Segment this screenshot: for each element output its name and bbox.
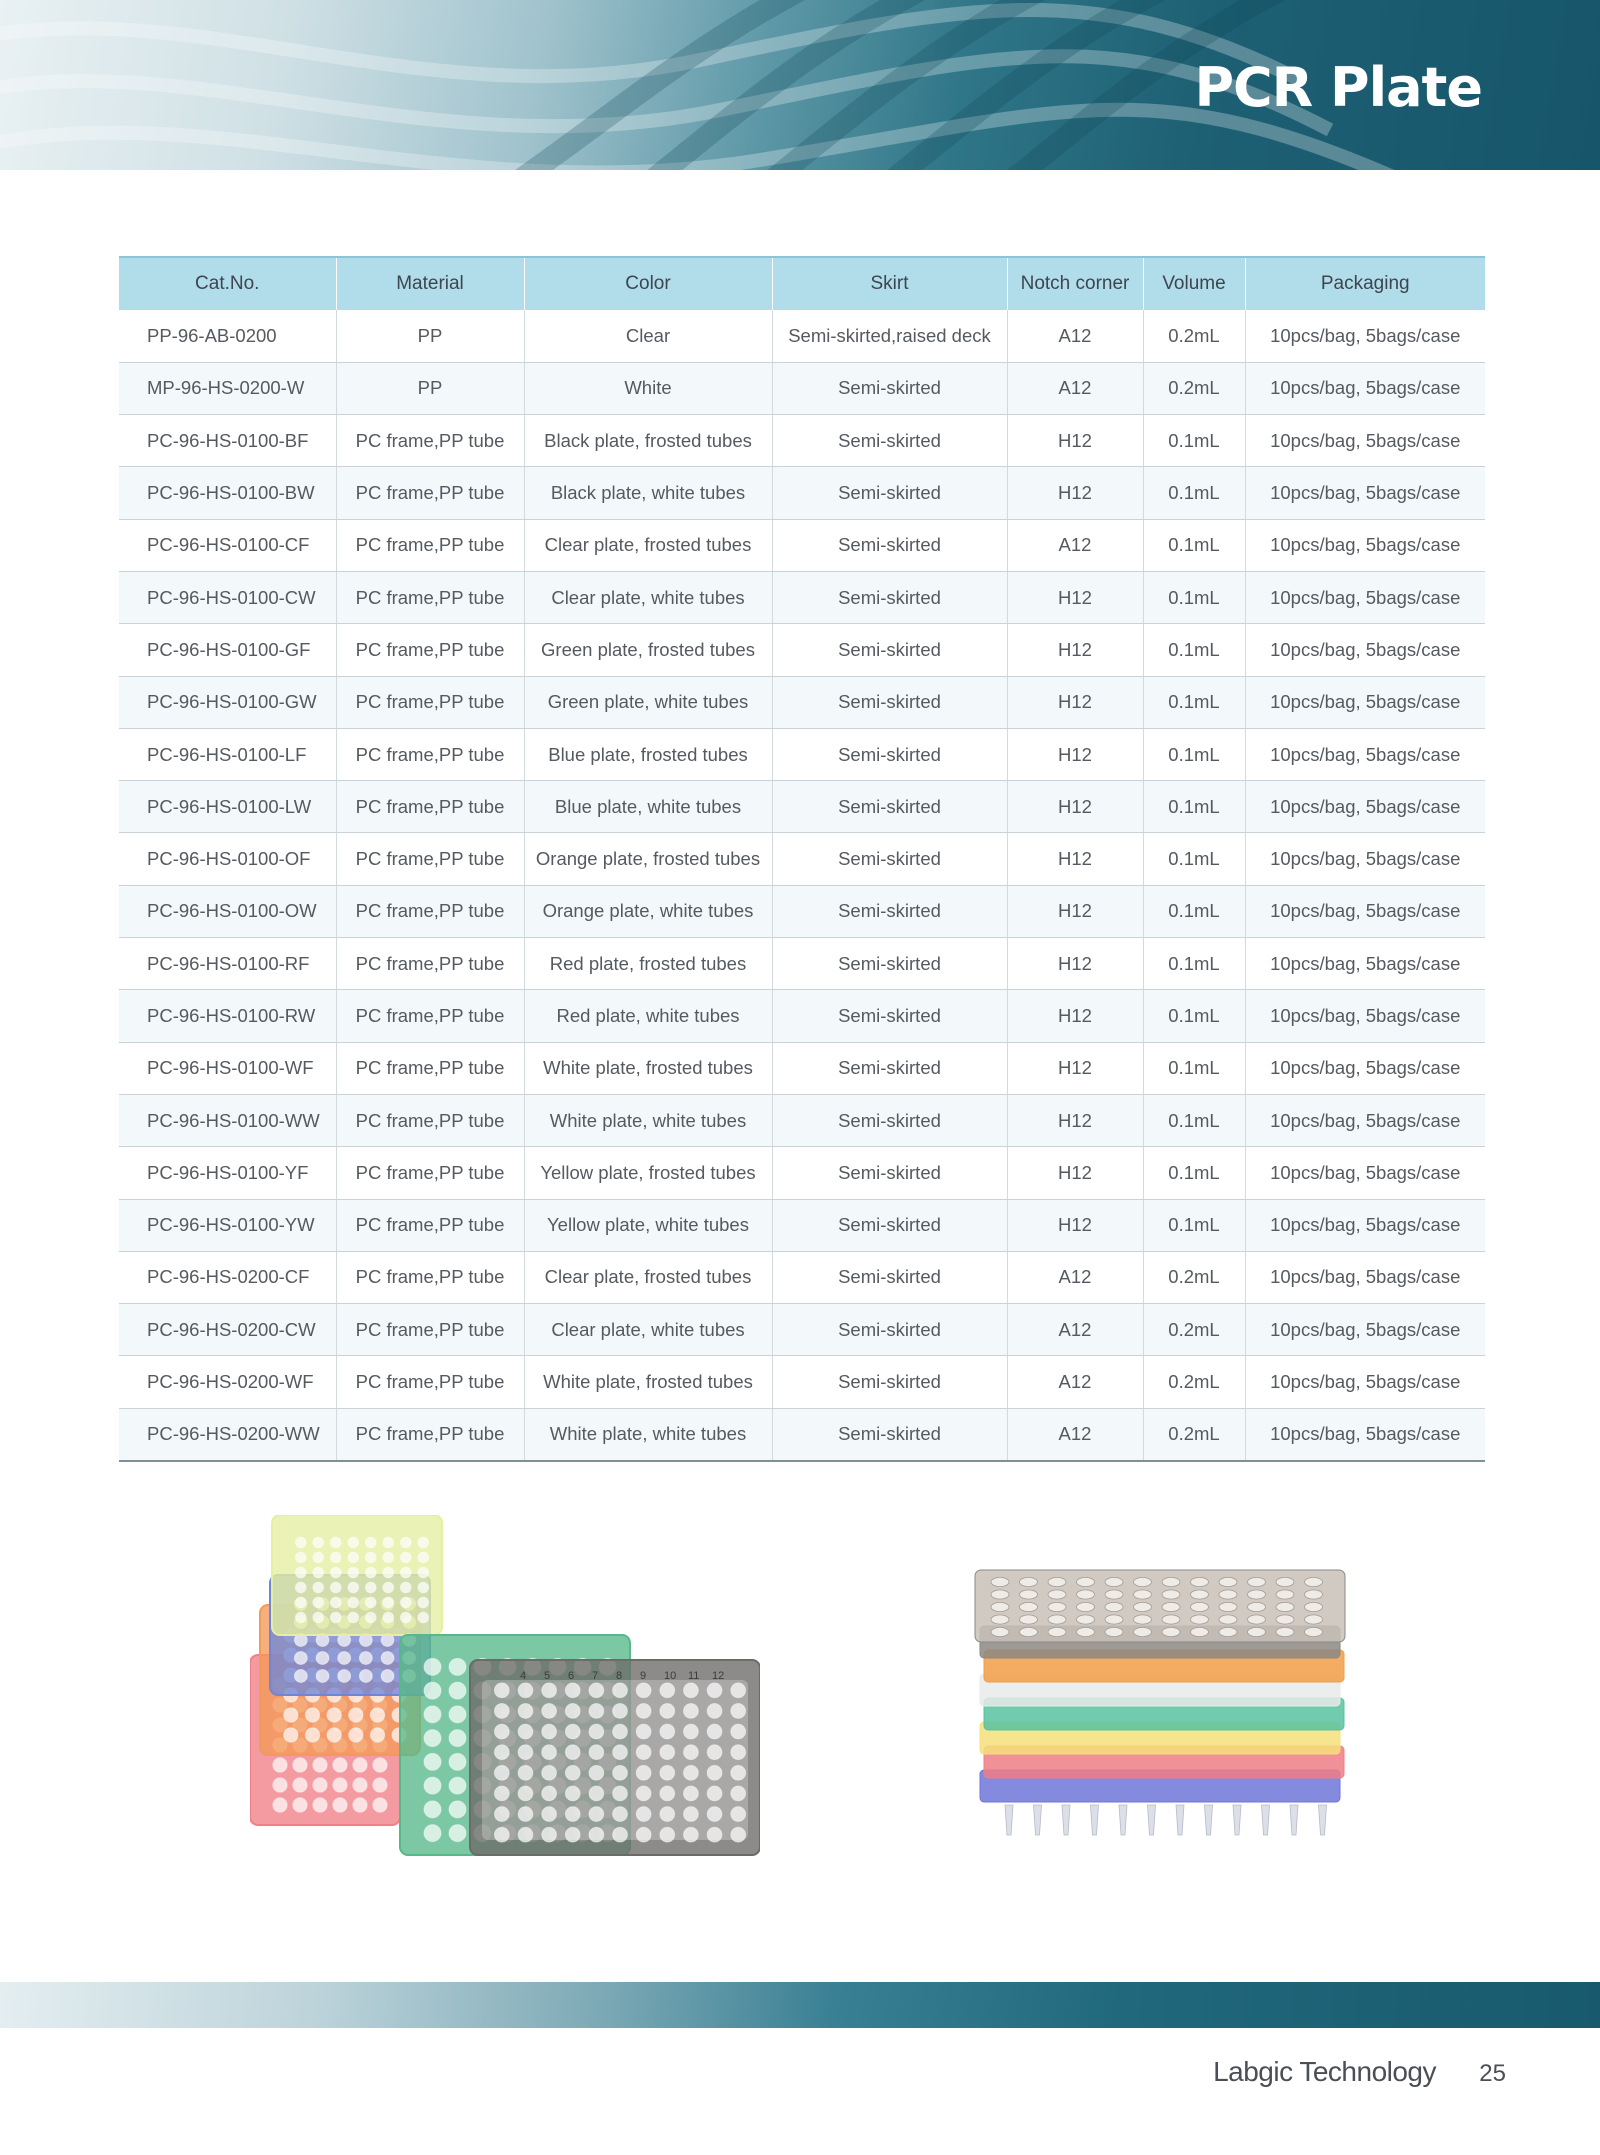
table-cell: PC frame,PP tube [336, 1251, 524, 1303]
table-cell: PC frame,PP tube [336, 676, 524, 728]
table-cell: PC frame,PP tube [336, 1094, 524, 1146]
table-cell: 0.1mL [1143, 1199, 1245, 1251]
table-cell: Yellow plate, frosted tubes [524, 1147, 772, 1199]
table-cell: 10pcs/bag, 5bags/case [1245, 1304, 1485, 1356]
table-row [119, 1408, 1485, 1460]
table-cell: H12 [1007, 728, 1143, 780]
table-cell: Semi-skirted [772, 1147, 1007, 1199]
plate-stack-photo [965, 1560, 1365, 1860]
table-cell: Clear plate, frosted tubes [524, 519, 772, 571]
table-cell: H12 [1007, 781, 1143, 833]
table-cell: 10pcs/bag, 5bags/case [1245, 990, 1485, 1042]
table-cell: Semi-skirted [772, 728, 1007, 780]
table-cell: A12 [1007, 310, 1143, 362]
table-cell: PC frame,PP tube [336, 1147, 524, 1199]
table-cell: Semi-skirted,raised deck [772, 310, 1007, 362]
table-cell: Semi-skirted [772, 1042, 1007, 1094]
table-cell: 10pcs/bag, 5bags/case [1245, 624, 1485, 676]
tube-tip [1119, 1805, 1127, 1835]
table-cell: PC-96-HS-0200-WW [119, 1408, 336, 1460]
table-cell: Clear plate, frosted tubes [524, 1251, 772, 1303]
table-cell: PC-96-HS-0100-CF [119, 519, 336, 571]
table-cell: PC-96-HS-0100-GW [119, 676, 336, 728]
column-header: Notch corner [1007, 257, 1143, 310]
table-cell: White plate, white tubes [524, 1408, 772, 1460]
table-cell: PC-96-HS-0100-CW [119, 571, 336, 623]
tube-tip [1005, 1805, 1013, 1835]
table-cell: H12 [1007, 833, 1143, 885]
table-cell: H12 [1007, 676, 1143, 728]
table-cell: 0.1mL [1143, 990, 1245, 1042]
table-cell: H12 [1007, 415, 1143, 467]
table-cell: PC-96-HS-0100-LW [119, 781, 336, 833]
table-cell: PC-96-HS-0100-WW [119, 1094, 336, 1146]
tube-tip [1290, 1805, 1298, 1835]
table-cell: 10pcs/bag, 5bags/case [1245, 885, 1485, 937]
table-cell: Semi-skirted [772, 781, 1007, 833]
table-cell: PC frame,PP tube [336, 1199, 524, 1251]
table-cell: PC frame,PP tube [336, 938, 524, 990]
table-cell: PC-96-HS-0100-YW [119, 1199, 336, 1251]
table-cell: PC-96-HS-0100-WF [119, 1042, 336, 1094]
stacked-color-pcr-plates-image [250, 1515, 760, 1860]
tube-tip [1319, 1805, 1327, 1835]
table-cell: 10pcs/bag, 5bags/case [1245, 519, 1485, 571]
table-row [119, 1147, 1485, 1199]
table-cell: 0.2mL [1143, 310, 1245, 362]
table-row [119, 362, 1485, 414]
table-cell: A12 [1007, 362, 1143, 414]
column-header: Packaging [1245, 257, 1485, 310]
table-cell: PC-96-HS-0200-CW [119, 1304, 336, 1356]
table-cell: 0.2mL [1143, 1408, 1245, 1460]
table-cell: PC frame,PP tube [336, 467, 524, 519]
table-cell: H12 [1007, 938, 1143, 990]
column-header: Volume [1143, 257, 1245, 310]
table-cell: PP [336, 310, 524, 362]
table-cell: Semi-skirted [772, 938, 1007, 990]
table-cell: Semi-skirted [772, 833, 1007, 885]
table-cell: PC-96-HS-0100-YF [119, 1147, 336, 1199]
company-name: Labgic Technology [1213, 2056, 1436, 2087]
tube-tip [1148, 1805, 1156, 1835]
table-cell: PC frame,PP tube [336, 415, 524, 467]
table-cell: Black plate, white tubes [524, 467, 772, 519]
table-cell: White plate, frosted tubes [524, 1042, 772, 1094]
table-cell: 10pcs/bag, 5bags/case [1245, 467, 1485, 519]
table-cell: Semi-skirted [772, 519, 1007, 571]
table-cell: A12 [1007, 1356, 1143, 1408]
tube-tip [1176, 1805, 1184, 1835]
table-cell: A12 [1007, 1408, 1143, 1460]
page-number: 25 [1479, 2060, 1506, 2087]
table-cell: 0.2mL [1143, 1304, 1245, 1356]
tube-tip [1262, 1805, 1270, 1835]
table-cell: 0.2mL [1143, 1356, 1245, 1408]
column-header: Skirt [772, 257, 1007, 310]
table-row [119, 1199, 1485, 1251]
table-cell: H12 [1007, 571, 1143, 623]
table-cell: 0.1mL [1143, 467, 1245, 519]
table-row [119, 519, 1485, 571]
table-cell: PP [336, 362, 524, 414]
table-cell: PC frame,PP tube [336, 519, 524, 571]
table-cell: 0.1mL [1143, 415, 1245, 467]
table-cell: MP-96-HS-0200-W [119, 362, 336, 414]
table-cell: PC-96-HS-0200-WF [119, 1356, 336, 1408]
column-header: Color [524, 257, 772, 310]
stacked-color-plates-photo [250, 1515, 760, 1860]
table-cell: 10pcs/bag, 5bags/case [1245, 1147, 1485, 1199]
table-cell: White [524, 362, 772, 414]
table-row [119, 938, 1485, 990]
page-title: PCR Plate [1194, 56, 1482, 119]
table-cell: 10pcs/bag, 5bags/case [1245, 938, 1485, 990]
table-cell: Clear plate, white tubes [524, 571, 772, 623]
table-cell: 0.1mL [1143, 1147, 1245, 1199]
table-cell: 10pcs/bag, 5bags/case [1245, 1042, 1485, 1094]
tube-tip [1205, 1805, 1213, 1835]
table-cell: 0.1mL [1143, 676, 1245, 728]
table-row [119, 1251, 1485, 1303]
table-cell: PC frame,PP tube [336, 1042, 524, 1094]
table-cell: PC-96-HS-0200-CF [119, 1251, 336, 1303]
table-cell: Semi-skirted [772, 1251, 1007, 1303]
table-header-row [119, 257, 1485, 310]
table-cell: PC frame,PP tube [336, 728, 524, 780]
table-row [119, 571, 1485, 623]
table-cell: Semi-skirted [772, 415, 1007, 467]
table-cell: 10pcs/bag, 5bags/case [1245, 676, 1485, 728]
table-cell: PC-96-HS-0100-BF [119, 415, 336, 467]
table-cell: Red plate, white tubes [524, 990, 772, 1042]
table-row [119, 990, 1485, 1042]
table-cell: 10pcs/bag, 5bags/case [1245, 1251, 1485, 1303]
table-body [119, 310, 1485, 1461]
table-cell: Blue plate, white tubes [524, 781, 772, 833]
table-cell: H12 [1007, 1042, 1143, 1094]
table-cell: H12 [1007, 1147, 1143, 1199]
table-cell: Semi-skirted [772, 467, 1007, 519]
table-cell: Yellow plate, white tubes [524, 1199, 772, 1251]
table-cell: PC frame,PP tube [336, 1356, 524, 1408]
table-cell: 0.1mL [1143, 938, 1245, 990]
table-cell: H12 [1007, 467, 1143, 519]
table-row [119, 1356, 1485, 1408]
table-cell: H12 [1007, 1199, 1143, 1251]
table-cell: PC frame,PP tube [336, 885, 524, 937]
pcr-plate-stack-image [965, 1560, 1365, 1860]
plate-column-number: 6 [568, 1670, 575, 1682]
table-cell: 0.1mL [1143, 1094, 1245, 1146]
table-cell: 0.1mL [1143, 1042, 1245, 1094]
tube-tip [1062, 1805, 1070, 1835]
table-row [119, 467, 1485, 519]
table-cell: H12 [1007, 885, 1143, 937]
table-cell: PC frame,PP tube [336, 571, 524, 623]
product-table [119, 256, 1485, 1462]
table-cell: Clear plate, white tubes [524, 1304, 772, 1356]
table-row [119, 1094, 1485, 1146]
table-cell: PC frame,PP tube [336, 1304, 524, 1356]
table-cell: Semi-skirted [772, 571, 1007, 623]
table-cell: 10pcs/bag, 5bags/case [1245, 415, 1485, 467]
table-cell: Red plate, frosted tubes [524, 938, 772, 990]
table-cell: 10pcs/bag, 5bags/case [1245, 310, 1485, 362]
table-cell: Semi-skirted [772, 676, 1007, 728]
table-cell: A12 [1007, 519, 1143, 571]
table-cell: Clear [524, 310, 772, 362]
plate-column-number: 11 [688, 1670, 700, 1682]
table-cell: Semi-skirted [772, 362, 1007, 414]
table-cell: Semi-skirted [772, 1408, 1007, 1460]
table-cell: A12 [1007, 1251, 1143, 1303]
table-cell: 0.2mL [1143, 362, 1245, 414]
plate-column-number: 10 [664, 1670, 677, 1682]
yellow-plate [272, 1515, 442, 1635]
table-cell: PC frame,PP tube [336, 624, 524, 676]
column-header: Material [336, 257, 524, 310]
table-cell: Black plate, frosted tubes [524, 415, 772, 467]
table-cell: PC-96-HS-0100-RF [119, 938, 336, 990]
plate-column-number: 8 [616, 1670, 623, 1682]
table-cell: PC-96-HS-0100-OW [119, 885, 336, 937]
table-cell: Semi-skirted [772, 1199, 1007, 1251]
column-header: Cat.No. [119, 257, 336, 310]
table-cell: 10pcs/bag, 5bags/case [1245, 781, 1485, 833]
table-cell: PC-96-HS-0100-OF [119, 833, 336, 885]
plate-column-number: 12 [712, 1670, 725, 1682]
table-cell: Semi-skirted [772, 1356, 1007, 1408]
table-row [119, 781, 1485, 833]
table-cell: H12 [1007, 624, 1143, 676]
table-row [119, 676, 1485, 728]
table-cell: Semi-skirted [772, 990, 1007, 1042]
table-row [119, 310, 1485, 362]
table-cell: A12 [1007, 1304, 1143, 1356]
product-table-container [119, 256, 1485, 1462]
table-cell: 10pcs/bag, 5bags/case [1245, 1199, 1485, 1251]
plate-column-number: 7 [592, 1670, 599, 1682]
table-cell: PC-96-HS-0100-LF [119, 728, 336, 780]
table-cell: 10pcs/bag, 5bags/case [1245, 362, 1485, 414]
table-cell: Semi-skirted [772, 624, 1007, 676]
table-cell: 10pcs/bag, 5bags/case [1245, 571, 1485, 623]
table-cell: 0.1mL [1143, 571, 1245, 623]
table-cell: 10pcs/bag, 5bags/case [1245, 1408, 1485, 1460]
table-row [119, 624, 1485, 676]
table-cell: PC frame,PP tube [336, 990, 524, 1042]
table-cell: Semi-skirted [772, 1094, 1007, 1146]
table-row [119, 1042, 1485, 1094]
table-row [119, 833, 1485, 885]
plate-column-number: 9 [640, 1670, 647, 1682]
table-cell: Green plate, frosted tubes [524, 624, 772, 676]
table-row [119, 1304, 1485, 1356]
table-cell: Green plate, white tubes [524, 676, 772, 728]
table-cell: PC frame,PP tube [336, 1408, 524, 1460]
table-cell: 10pcs/bag, 5bags/case [1245, 833, 1485, 885]
table-cell: White plate, frosted tubes [524, 1356, 772, 1408]
tube-tip [1091, 1805, 1099, 1835]
table-cell: PP-96-AB-0200 [119, 310, 336, 362]
tube-tip [1034, 1805, 1042, 1835]
table-cell: H12 [1007, 990, 1143, 1042]
footer-banner [0, 1982, 1600, 2028]
table-cell: 0.2mL [1143, 1251, 1245, 1303]
table-row [119, 885, 1485, 937]
plate-column-number: 5 [544, 1670, 551, 1682]
table-cell: 0.1mL [1143, 833, 1245, 885]
table-cell: Blue plate, frosted tubes [524, 728, 772, 780]
table-cell: PC-96-HS-0100-GF [119, 624, 336, 676]
table-cell: 0.1mL [1143, 781, 1245, 833]
table-cell: 10pcs/bag, 5bags/case [1245, 728, 1485, 780]
table-cell: H12 [1007, 1094, 1143, 1146]
table-cell: White plate, white tubes [524, 1094, 772, 1146]
table-cell: Orange plate, frosted tubes [524, 833, 772, 885]
table-row [119, 415, 1485, 467]
table-cell: Semi-skirted [772, 885, 1007, 937]
table-cell: 0.1mL [1143, 519, 1245, 571]
table-cell: PC-96-HS-0100-BW [119, 467, 336, 519]
table-cell: PC frame,PP tube [336, 833, 524, 885]
table-row [119, 728, 1485, 780]
table-cell: 0.1mL [1143, 624, 1245, 676]
plate-column-number: 4 [520, 1670, 527, 1682]
tube-tip [1233, 1805, 1241, 1835]
table-cell: 10pcs/bag, 5bags/case [1245, 1094, 1485, 1146]
table-cell: 0.1mL [1143, 885, 1245, 937]
table-cell: 10pcs/bag, 5bags/case [1245, 1356, 1485, 1408]
table-cell: Orange plate, white tubes [524, 885, 772, 937]
table-cell: 0.1mL [1143, 728, 1245, 780]
table-cell: PC-96-HS-0100-RW [119, 990, 336, 1042]
plate-sheen [482, 1680, 748, 1840]
table-cell: PC frame,PP tube [336, 781, 524, 833]
table-cell: Semi-skirted [772, 1304, 1007, 1356]
header-banner [0, 0, 1600, 170]
